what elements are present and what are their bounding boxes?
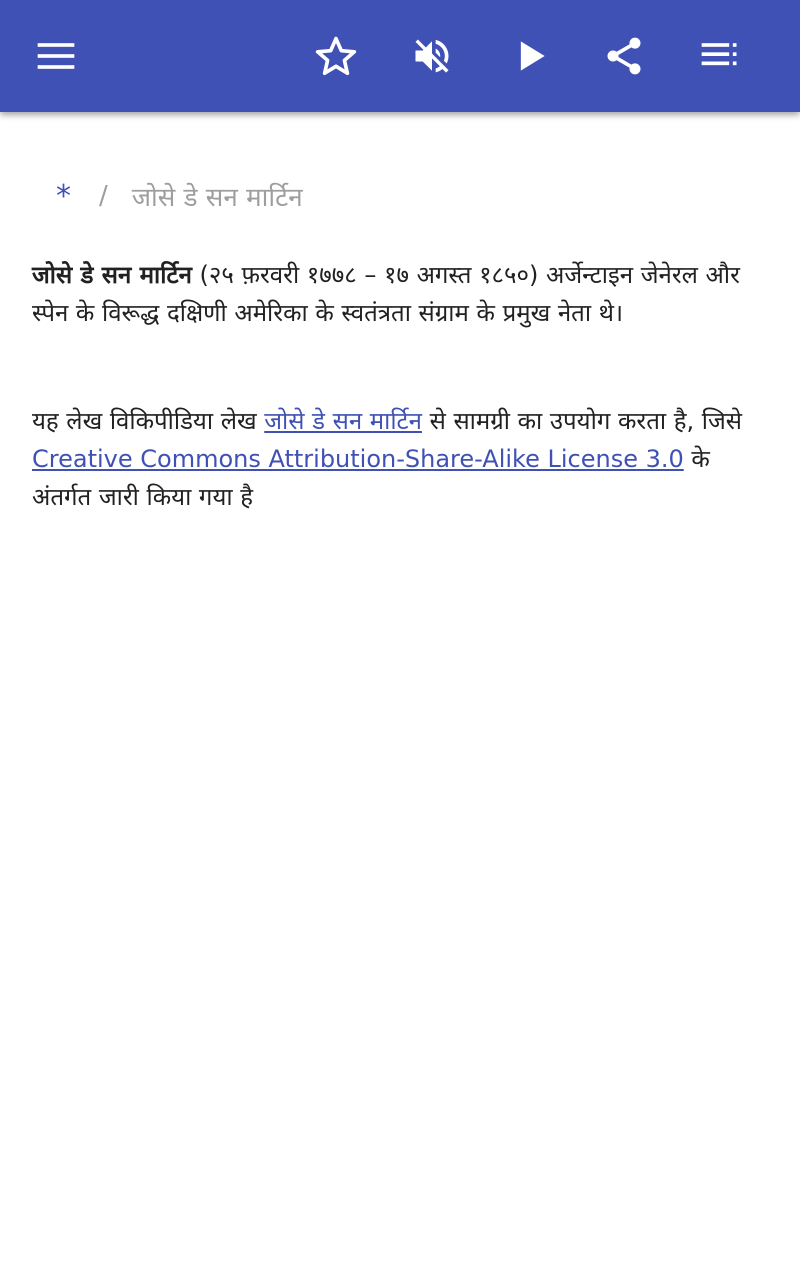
article-summary-text: (२५ फ़रवरी १७७८ – १७ अगस्त १८५०) अर्जेन्टाइन जेनेरल और स्पेन के विरूद्ध दक्षिणी अमेरिका के स्वतंत्रता संग्राम के प्रमुख नेता थे। xyxy=(32,261,740,327)
attribution-text-middle: से सामग्री का उपयोग करता है, जिसे xyxy=(421,407,742,435)
mute-button[interactable] xyxy=(404,28,460,84)
app-bar xyxy=(0,0,800,112)
volume-off-icon xyxy=(410,34,454,78)
attribution-notice xyxy=(32,402,772,516)
favorite-button[interactable] xyxy=(308,28,364,84)
breadcrumb-separator: / xyxy=(99,181,108,211)
breadcrumb-home-link[interactable]: * xyxy=(56,178,71,214)
attribution-text-after: के अंतर्गत जारी किया गया है xyxy=(32,445,710,511)
play-button[interactable] xyxy=(502,28,558,84)
license-link[interactable]: Creative Commons Attribution-Share-Alike License 3.0 xyxy=(32,445,684,473)
contents-button[interactable] xyxy=(692,28,748,84)
source-article-link[interactable]: जोसे डे सन मार्टिन xyxy=(264,407,422,435)
star-outline-icon xyxy=(314,34,358,78)
share-button[interactable] xyxy=(596,28,652,84)
attribution-text-before: यह लेख विकिपीडिया लेख xyxy=(32,407,265,435)
article-title: जोसे डे सन मार्टिन xyxy=(32,261,192,289)
article-summary xyxy=(32,256,772,332)
play-icon xyxy=(508,34,552,78)
breadcrumb-current: जोसे डे सन मार्टिन xyxy=(131,183,303,213)
playlist-icon xyxy=(698,34,742,78)
share-icon xyxy=(602,34,646,78)
breadcrumb xyxy=(56,178,303,214)
menu-icon xyxy=(34,34,78,78)
article-content xyxy=(0,112,800,1280)
menu-button[interactable] xyxy=(28,28,84,84)
